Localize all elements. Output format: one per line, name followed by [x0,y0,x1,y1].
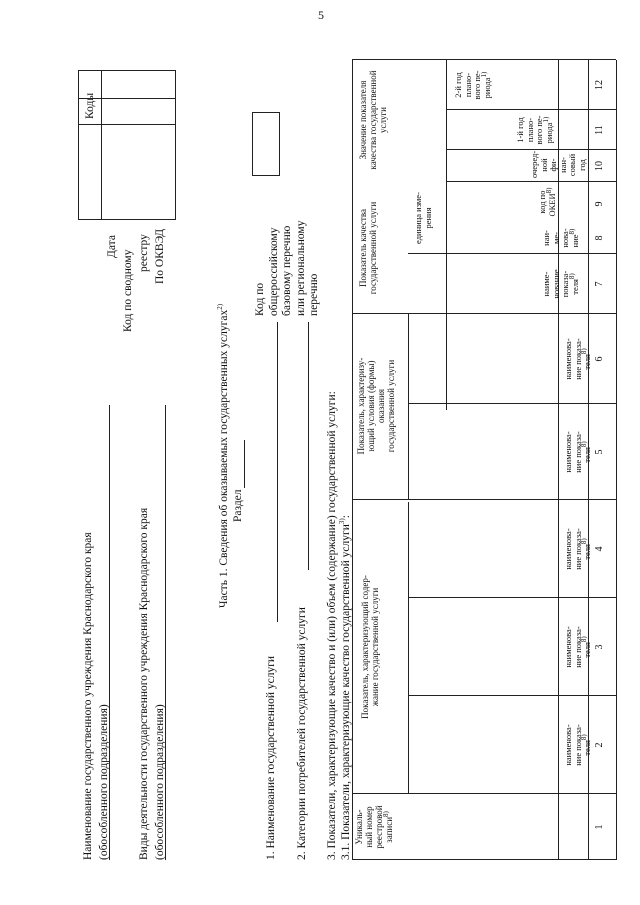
codes-table [78,70,176,220]
consumers-label: 2. Категории потребителей государственной услуги [296,607,308,860]
conditions-indicator-name-1: наименова- ние показа- теля$^{8)}$ [563,431,592,473]
activity-label: Виды деятельности государственного учреждения Краснодарского края [138,507,150,860]
activity-sub: (обособленного подразделения) [154,704,166,860]
col-number-6: 6 [594,356,605,362]
col-registry-number: Уникаль- ный номер реестровой записи$^{8)}$ [354,805,394,849]
rotated-form-sheet [68,50,628,870]
content-indicator-name-3: наименова- ние показа- теля$^{8)}$ [563,528,592,570]
group-quality-value: Значение показателя качества государственной услуги [358,70,388,170]
page-number: 5 [318,8,324,22]
indicators-label: 3. Показатели, характеризующие качество и (или) объем (содержание) государственной услуги: [326,391,338,860]
col-number-2: 2 [594,742,605,748]
col-number-9: 9 [594,201,605,207]
service-name-label: 1. Наименование государственной услуги [265,655,277,860]
codes-title: Коды [84,92,96,119]
quality-indicator-name: наиме- нование показа- теля$^{8)}$ [541,269,580,299]
service-name-underline [277,322,278,622]
consumers-underline [308,322,309,570]
col-number-3: 3 [594,644,605,650]
codes-okved-label: По ОКВЭД [154,228,166,284]
col-plan-year-2: 2-й год плано- вого пе- риода$^{1)}$ [453,70,492,100]
content-indicator-name-2: наименова- ние показа- теля$^{8)}$ [563,626,592,668]
quality-label: 3.1. Показатели, характеризующие качество государственной услуги$^{3)}$: [338,515,352,860]
col-number-1: 1 [594,824,605,830]
col-number-10: 10 [594,161,605,171]
section-underline [244,440,245,488]
col-number-7: 7 [594,281,605,287]
group-conditions-indicator: Показатель, характеризу- ющий условия (формы) оказания государственной услуги [356,357,396,455]
col-number-12: 12 [594,80,605,90]
content-indicator-name-1: наименова- ние показа- теля$^{8)}$ [563,724,592,766]
col-number-8: 8 [594,235,605,241]
group-quality-indicator: Показатель качества государственной услуги [358,201,378,295]
unit-group: единица изме- рения [413,192,433,244]
conditions-indicator-name-2: наименова- ние показа- теля$^{8)}$ [563,338,592,380]
codes-registry-label-1: Код по сводному [122,249,134,332]
registry-code-label: Код по общероссийскому базовому перечню или региональному перечню [254,220,320,316]
col-number-11: 11 [594,125,605,135]
unit-code: код по ОКЕИ$^{8)}$ [537,187,557,217]
col-plan-year-1: 1-й год плано- вого пе- риода$^{1)}$ [515,115,554,145]
section-label: Раздел [232,489,244,522]
institution-sub: (обособленного подразделения) [98,704,110,860]
col-number-4: 4 [594,546,605,552]
registry-code-box [252,112,280,176]
part-title: Часть 1. Сведения об оказываемых государственных услугах$^{2)}$ [216,303,230,608]
codes-date-label: Дата [106,235,118,258]
col-current-year: очеред- ной фи- нан- совый год [529,150,587,178]
codes-registry-label-2: реестру [138,234,150,272]
unit-name: наи- ме- нова- ние$^{8)}$ [541,228,580,248]
institution-label: Наименование государственного учреждения Краснодарского края [82,532,94,860]
col-number-5: 5 [594,449,605,455]
group-content-indicator: Показатель, характеризующий содер- жание государственной услуги [360,575,380,719]
